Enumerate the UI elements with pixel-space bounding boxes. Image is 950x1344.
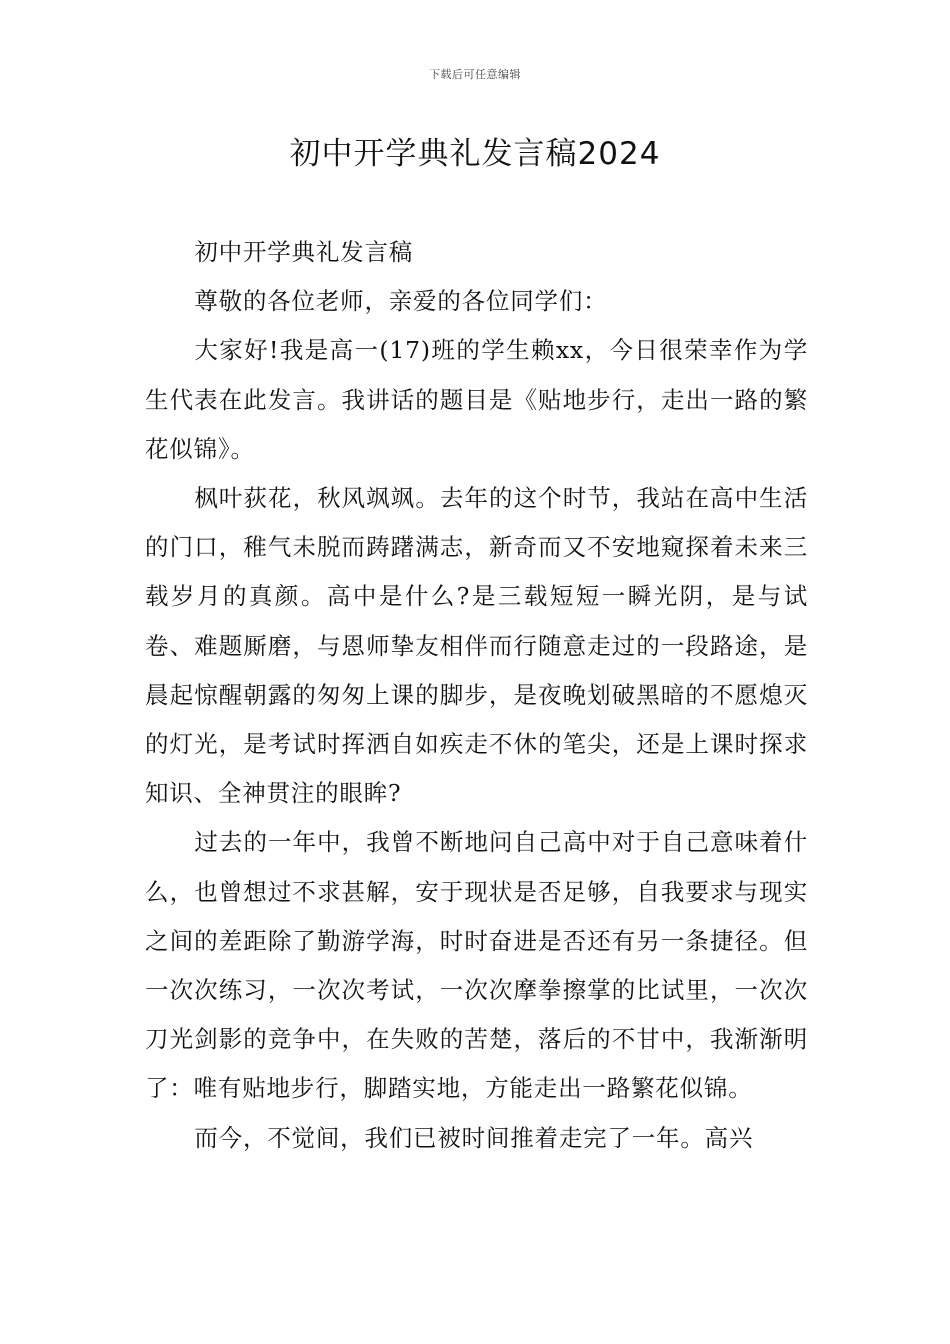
document-title: 初中开学典礼发言稿2024 [289, 136, 661, 172]
header-note: 下载后可任意编辑 [429, 68, 521, 81]
paragraph: 尊敬的各位老师，亲爱的各位同学们： [194, 287, 608, 316]
paragraph: 初中开学典礼发言稿 [194, 238, 414, 266]
document-body [145, 228, 808, 1163]
paragraph: 过去的一年中，我曾不断地问自己高中对于自己意味着什么，也曾想过不求甚解，安于现状是否足够，自我要求与现实之间的差距除了勤游学海，时时奋进是否还有另一条捷径。但一次次练习，一次次考试，一次次摩拳擦掌的比试里，一次次刀光剑影的竞争中，在失败的苦楚，落后的不甘中，我渐渐明了：唯有贴地步行，脚踏实地，方能走出一路繁花似锦。 [145, 828, 808, 1103]
paragraph: 而今，不觉间，我们已被时间推着走完了一年。高兴 [194, 1123, 754, 1152]
paragraph: 枫叶荻花，秋风飒飒。去年的这个时节，我站在高中生活的门口，稚气未脱而踌躇满志，新奇而又不安地窥探着未来三载岁月的真颜。高中是什么?是三载短短一瞬光阴，是与试卷、难题厮磨，与恩师挚友相伴而行随意走过的一段路途，是晨起惊醒朝露的匆匆上课的脚步，是夜晚划破黑暗的不愿熄灭的灯光，是考试时挥洒自如疾走不休的笔尖，还是上课时探求知识、全神贯注的眼眸? [145, 484, 808, 808]
paragraph: 大家好!我是高一(17)班的学生赖xx，今日很荣幸作为学生代表在此发言。我讲话的题目是《贴地步行，走出一路的繁花似锦》。 [145, 336, 808, 463]
